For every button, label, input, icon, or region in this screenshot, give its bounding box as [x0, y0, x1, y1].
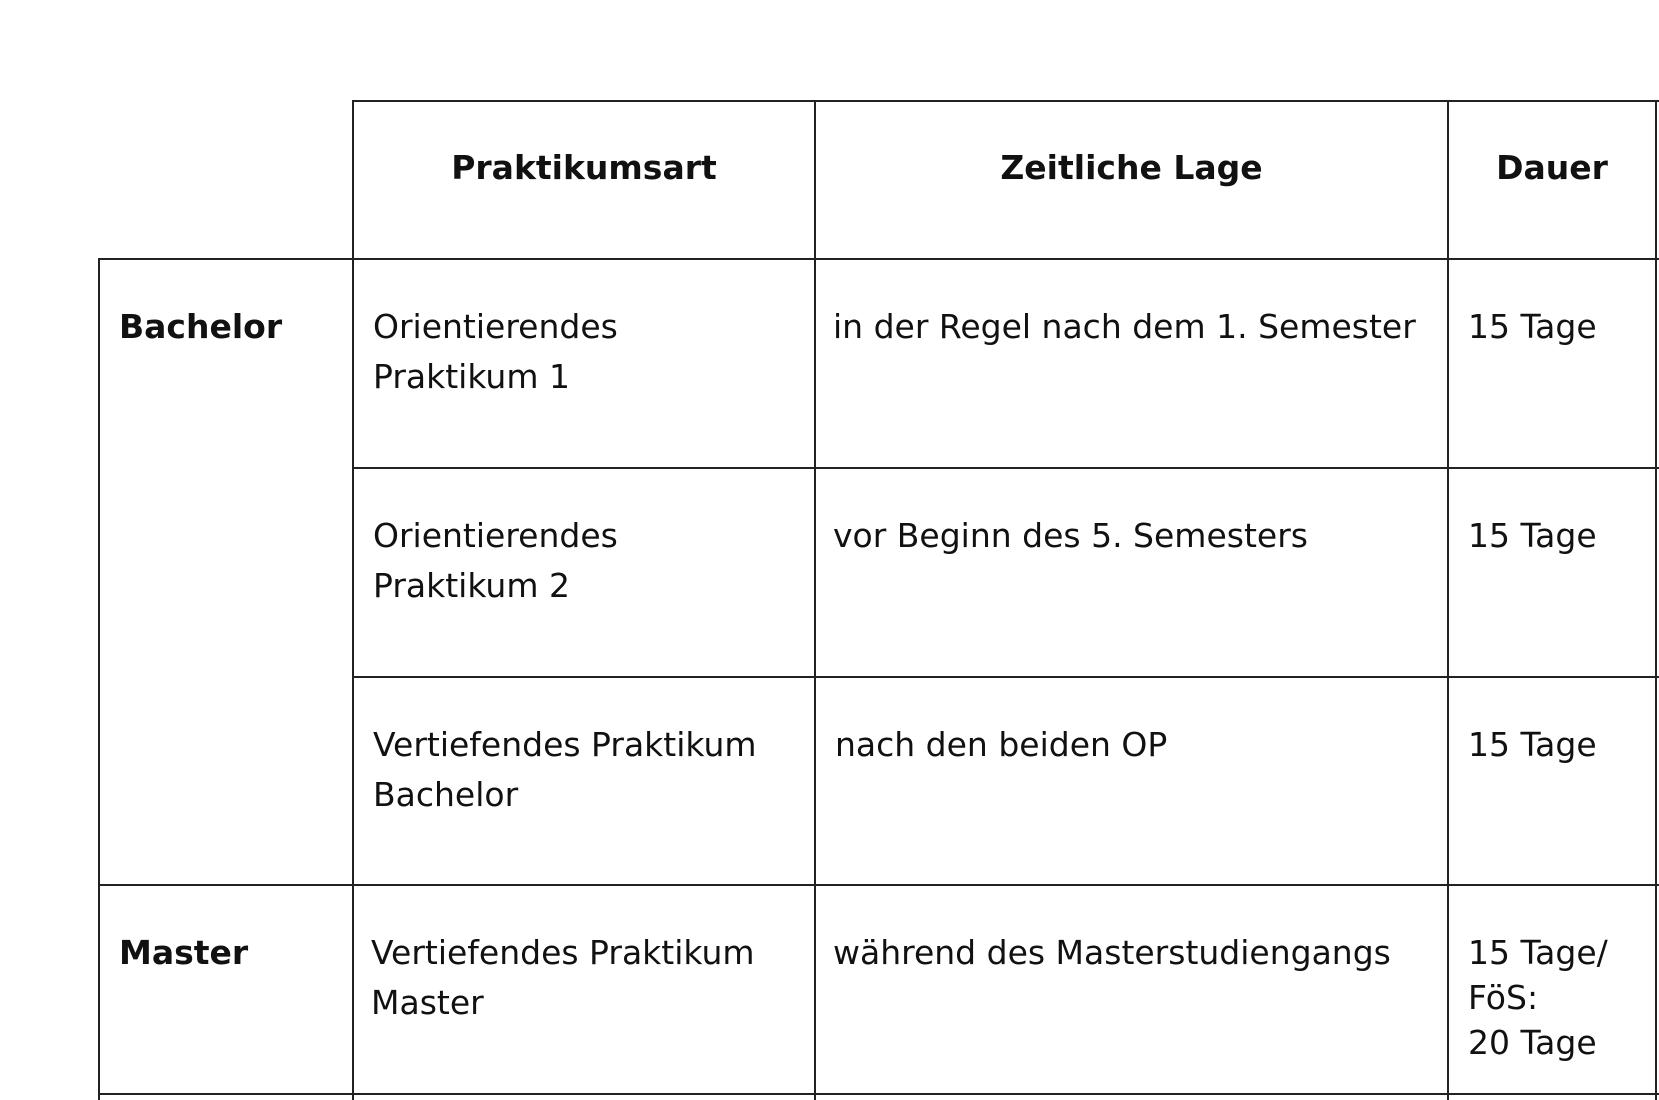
grid-line-top: [352, 100, 1659, 102]
row4-dauer-line3: 20 Tage: [1468, 1023, 1597, 1062]
row4-dauer-line1: 15 Tage/: [1468, 933, 1608, 972]
grid-line-right: [1655, 100, 1657, 1100]
header-dauer: Dauer: [1496, 148, 1608, 187]
grid-line-col2: [814, 100, 816, 1100]
row1-praktikumsart: [373, 302, 618, 402]
grid-line-col3: [1447, 100, 1449, 1100]
level-master: Master: [119, 933, 249, 972]
grid-line-bachelor-bottom: [98, 884, 1659, 886]
grid-line-bottom: [98, 1093, 1659, 1095]
level-bachelor: Bachelor: [119, 307, 283, 346]
row2-praktikumsart-line2: Praktikum 2: [373, 566, 570, 605]
row4-praktikumsart-line1: Vertiefendes Praktikum: [371, 933, 755, 972]
row4-dauer: [1468, 930, 1608, 1065]
row1-praktikumsart-line1: Orientierendes: [373, 307, 618, 346]
row1-dauer: 15 Tage: [1468, 307, 1597, 346]
header-zeitliche-lage: Zeitliche Lage: [1000, 148, 1263, 187]
row3-praktikumsart-line1: Vertiefendes Praktikum: [373, 725, 757, 764]
grid-line-row2-bottom: [352, 676, 1659, 678]
row4-praktikumsart: [371, 928, 755, 1028]
row1-zeitliche-lage: in der Regel nach dem 1. Semester: [833, 307, 1416, 346]
row3-dauer: 15 Tage: [1468, 725, 1597, 764]
grid-line-col1: [352, 100, 354, 1100]
row2-praktikumsart: [373, 511, 618, 611]
row2-zeitliche-lage: vor Beginn des 5. Semesters: [833, 516, 1308, 555]
row4-praktikumsart-line2: Master: [371, 983, 484, 1022]
grid-line-row1-bottom: [352, 467, 1659, 469]
row4-dauer-line2: FöS:: [1468, 978, 1539, 1017]
row1-praktikumsart-line2: Praktikum 1: [373, 357, 570, 396]
row3-zeitliche-lage: nach den beiden OP: [835, 725, 1168, 764]
row2-dauer: 15 Tage: [1468, 516, 1597, 555]
row4-zeitliche-lage: während des Masterstudiengangs: [833, 933, 1391, 972]
grid-line-left: [98, 258, 100, 1100]
grid-line-header-bottom: [98, 258, 1659, 260]
header-praktikumsart: Praktikumsart: [451, 148, 717, 187]
row3-praktikumsart-line2: Bachelor: [373, 775, 519, 814]
row3-praktikumsart: [373, 720, 757, 820]
row2-praktikumsart-line1: Orientierendes: [373, 516, 618, 555]
